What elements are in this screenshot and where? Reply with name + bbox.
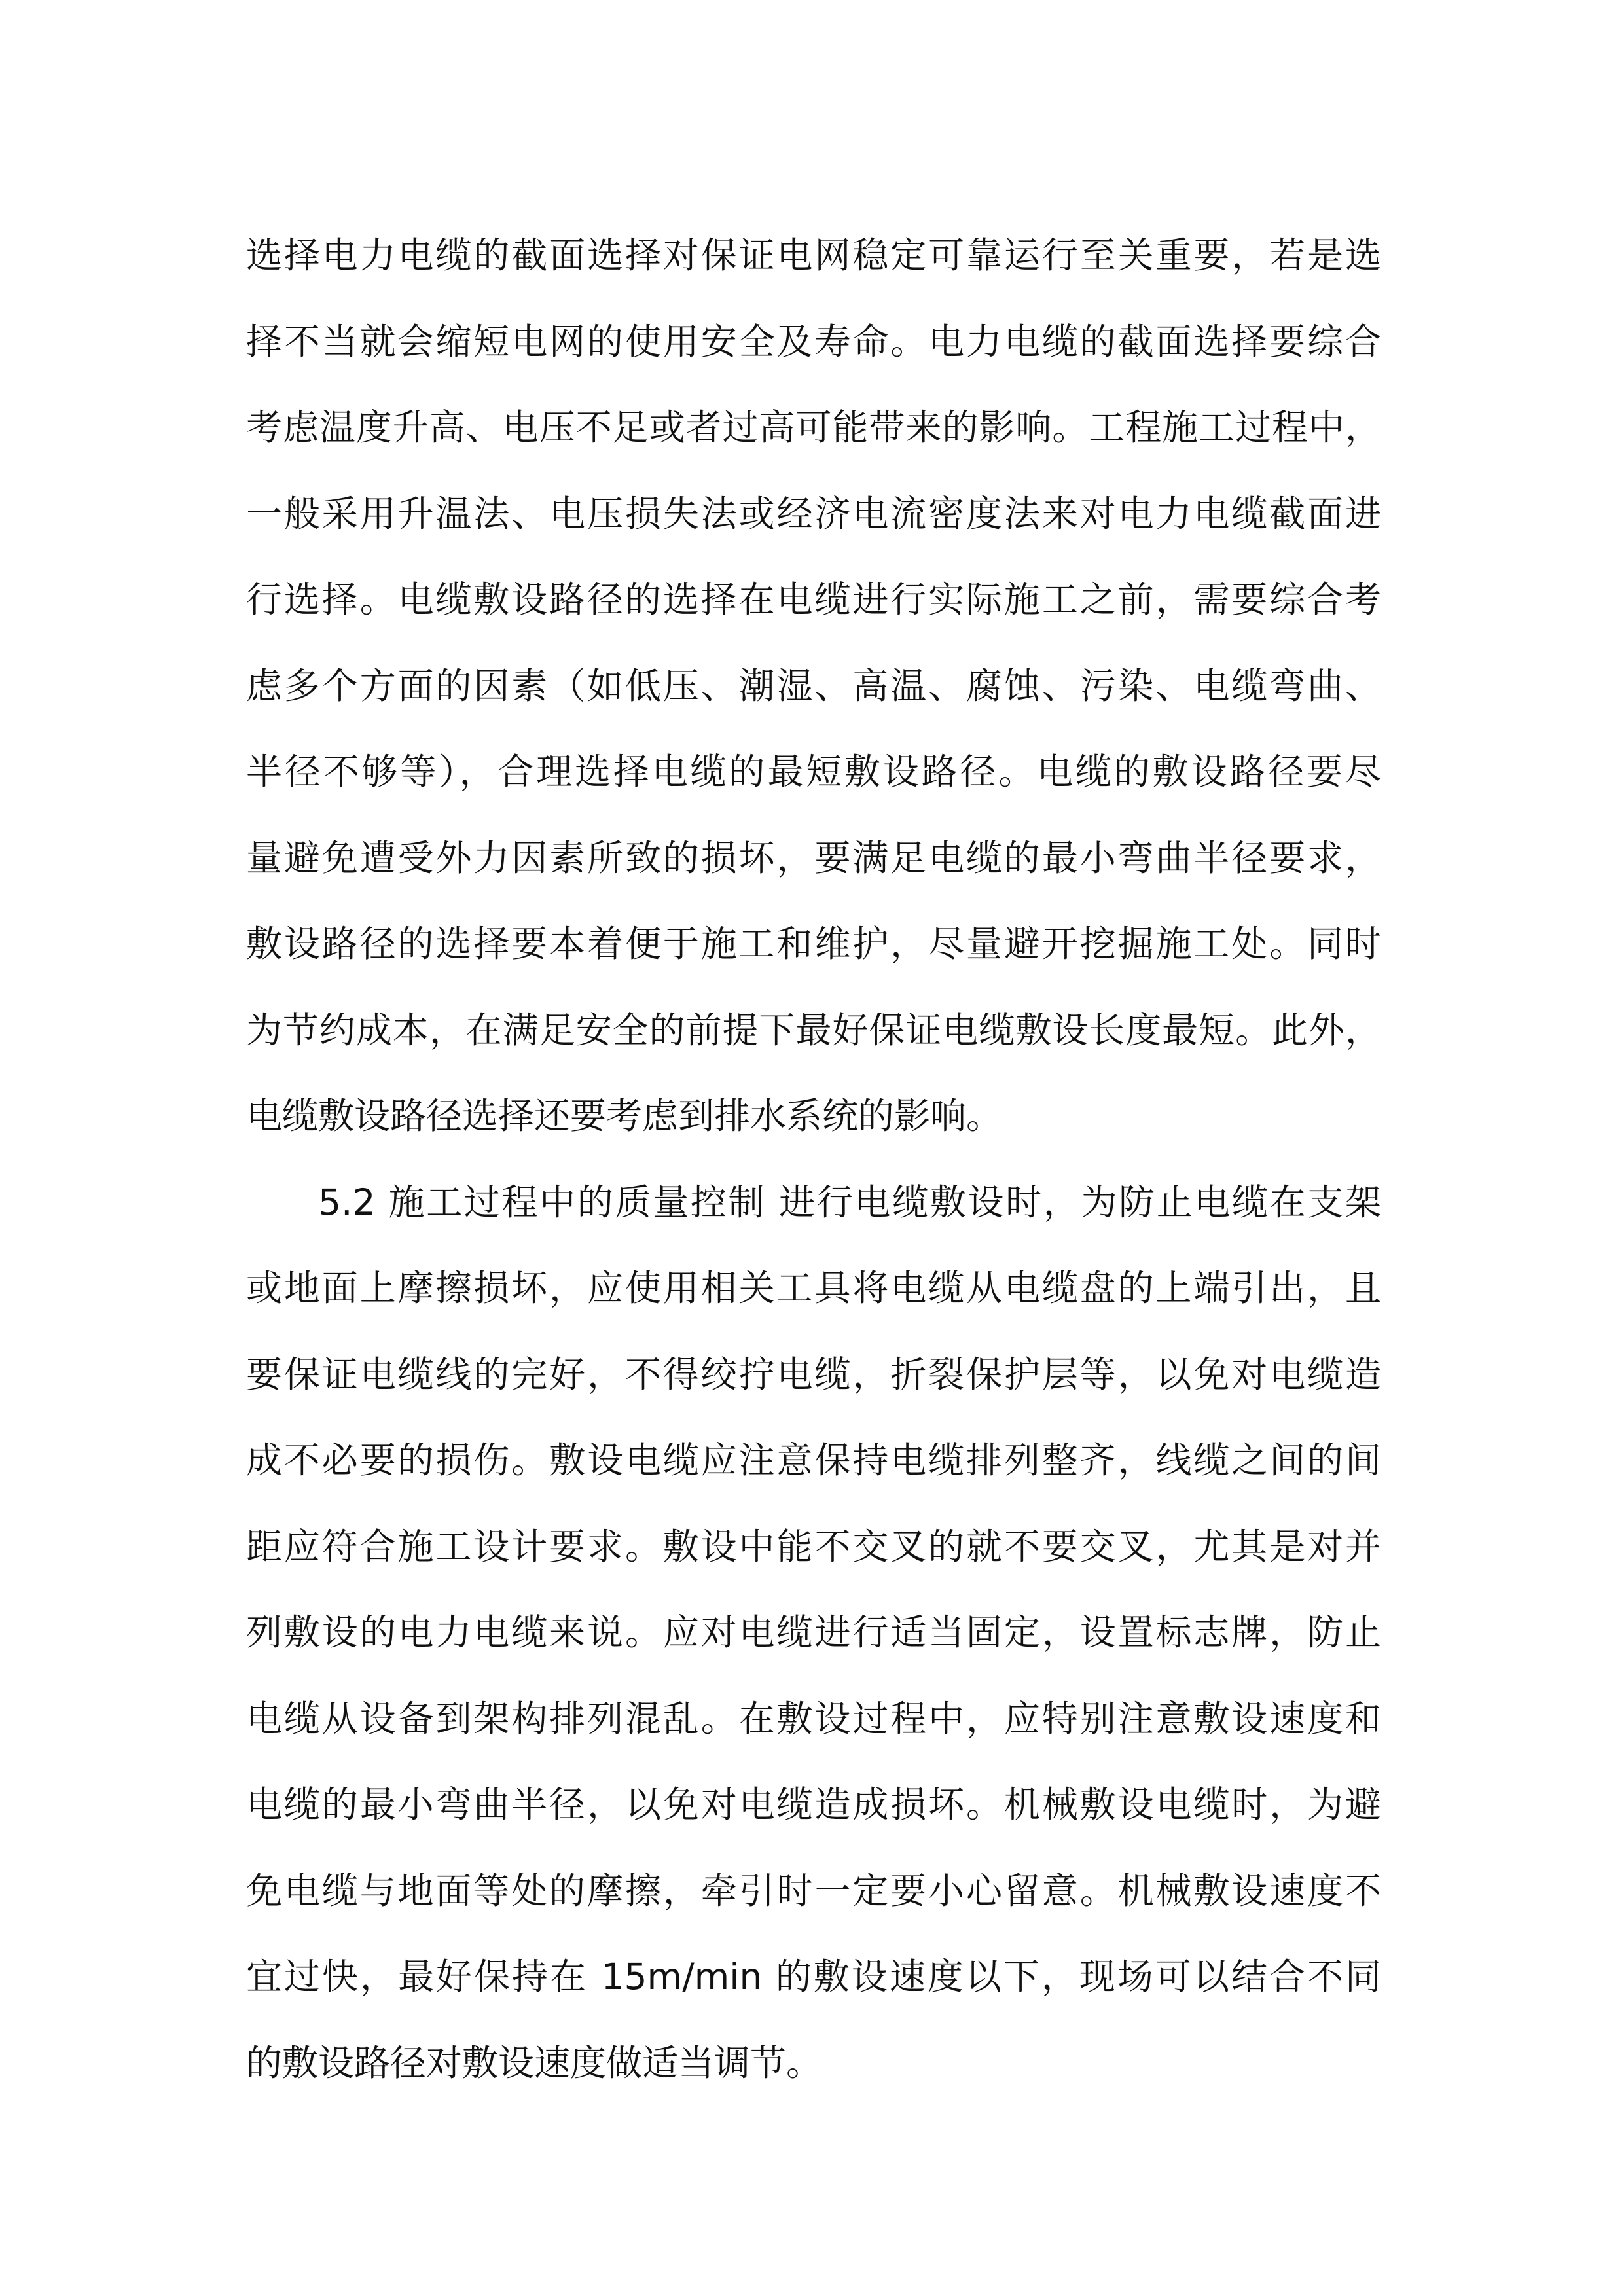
text-line: 量避免遭受外力因素所致的损坏，要满足电缆的最小弯曲半径要求， — [246, 836, 1381, 879]
text-line: 宜过快，最好保持在 15m/min 的敷设速度以下，现场可以结合不同 — [246, 1956, 1381, 1998]
text-line: 距应符合施工设计要求。敷设中能不交叉的就不要交叉，尤其是对并 — [246, 1525, 1381, 1568]
text-line: 半径不够等），合理选择电缆的最短敷设路径。电缆的敷设路径要尽 — [246, 751, 1381, 793]
text-line: 列敷设的电力电缆来说。应对电缆进行适当固定，设置标志牌，防止 — [246, 1611, 1381, 1653]
text-line: 成不必要的损伤。敷设电缆应注意保持电缆排列整齐，线缆之间的间 — [246, 1439, 1381, 1481]
text-line: 一般采用升温法、电压损失法或经济电流密度法来对电力电缆截面进 — [246, 492, 1381, 535]
text-line: 择不当就会缩短电网的使用安全及寿命。电力电缆的截面选择要综合 — [246, 320, 1381, 363]
text-line: 敷设路径的选择要本着便于施工和维护，尽量避开挖掘施工处。同时 — [246, 923, 1381, 965]
text-line: 免电缆与地面等处的摩擦，牵引时一定要小心留意。机械敷设速度不 — [246, 1869, 1381, 1912]
text-line: 行选择。电缆敷设路径的选择在电缆进行实际施工之前，需要综合考 — [246, 579, 1381, 620]
text-line: 虑多个方面的因素（如低压、潮湿、高温、腐蚀、污染、电缆弯曲、 — [246, 664, 1381, 707]
section-heading-line: 5.2 施工过程中的质量控制 进行电缆敷设时，为防止电缆在支架 — [318, 1181, 1381, 1223]
text-line: 电缆的最小弯曲半径，以免对电缆造成损坏。机械敷设电缆时，为避 — [246, 1784, 1381, 1825]
text-line: 要保证电缆线的完好，不得绞拧电缆，折裂保护层等，以免对电缆造 — [246, 1353, 1381, 1395]
text-line: 电缆从设备到架构排列混乱。在敷设过程中，应特别注意敷设速度和 — [246, 1697, 1381, 1740]
body-text — [246, 213, 1381, 2106]
text-line: 或地面上摩擦损坏，应使用相关工具将电缆从电缆盘的上端引出，且 — [246, 1267, 1381, 1309]
text-line: 的敷设路径对敷设速度做适当调节。 — [246, 2041, 823, 2084]
text-line: 电缆敷设路径选择还要考虑到排水系统的影响。 — [246, 1095, 1003, 1137]
text-line: 为节约成本，在满足安全的前提下最好保证电缆敷设长度最短。此外， — [246, 1009, 1381, 1051]
text-line: 选择电力电缆的截面选择对保证电网稳定可靠运行至关重要，若是选 — [246, 234, 1381, 276]
text-line: 考虑温度升高、电压不足或者过高可能带来的影响。工程施工过程中， — [246, 406, 1381, 448]
